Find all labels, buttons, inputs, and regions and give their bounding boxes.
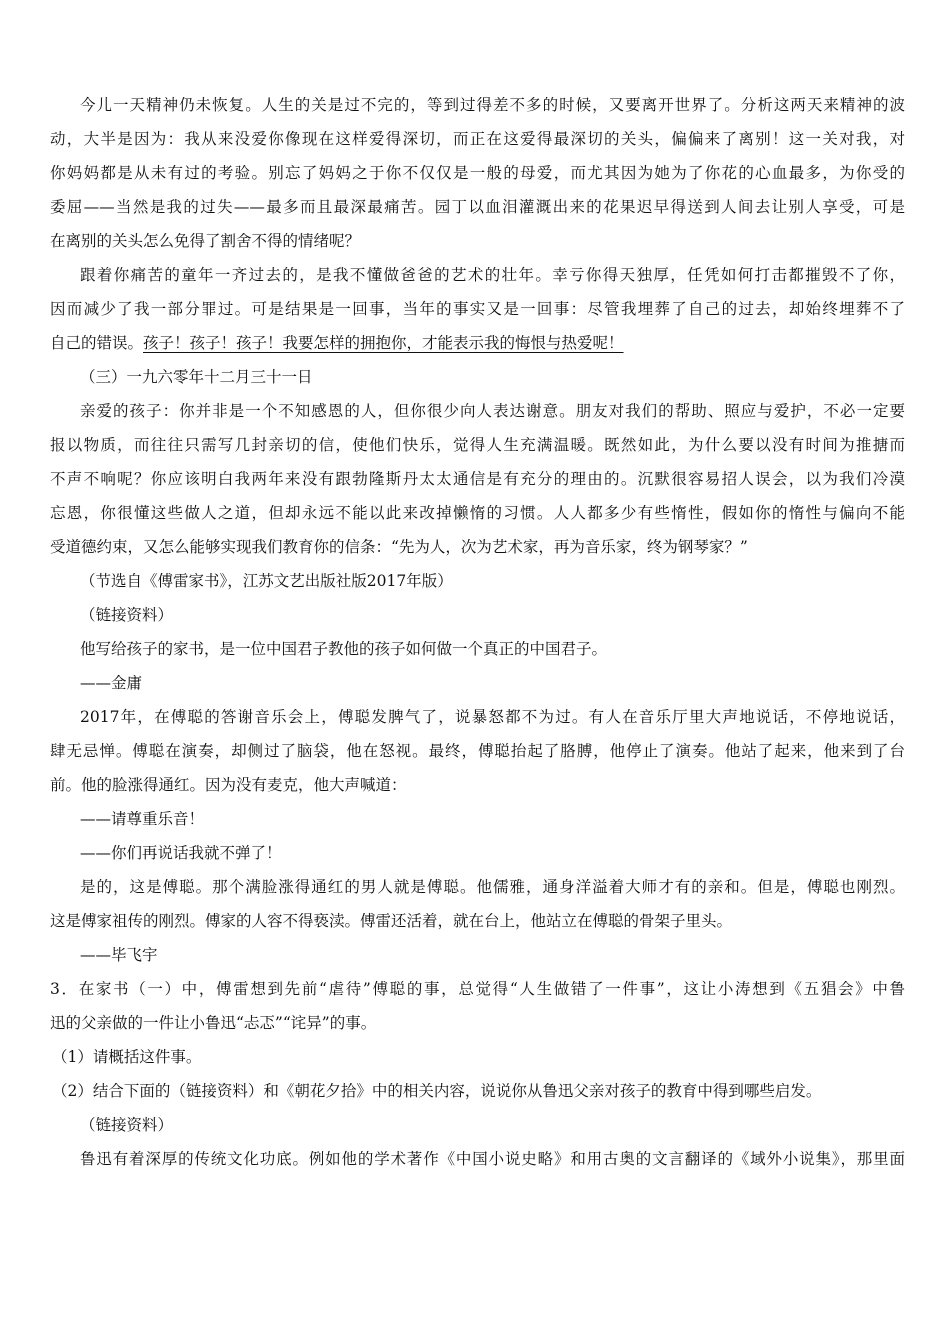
paragraph-line: 委屈——当然是我的过失——最多而且最深最痛苦。园丁以血泪灌溉出来的花果迟早得送到人间去让别人享受，可是 <box>50 198 905 216</box>
link-material-label: （链接资料） <box>80 1116 174 1134</box>
quote-line: ——请尊重乐音！ <box>80 810 205 828</box>
paragraph-line: 跟着你痛苦的童年一齐过去的，是我不懂做爸爸的艺术的壮年。幸亏你得天独厚，任凭如何打击都摧毁不了你， <box>80 266 905 284</box>
paragraph-line: 因而减少了我一部分罪过。可是结果是一回事，当年的事实又是一回事：尽管我埋葬了自己的过去，却始终埋葬不了 <box>50 300 905 318</box>
paragraph-line: 亲爱的孩子：你并非是一个不知感恩的人，但你很少向人表达谢意。朋友对我们的帮助、照应与爱护，不必一定要 <box>80 402 905 420</box>
paragraph-line: 受道德约束，又怎么能够实现我们教育你的信条：“先为人，次为艺术家，再为音乐家，终为钢琴家？” <box>50 538 748 556</box>
quote-line: ——你们再说话我就不弹了！ <box>80 844 282 862</box>
underlined-sentence: 孩子！孩子！孩子！我要怎样的拥抱你，才能表示我的悔恨与热爱呢！ <box>143 334 624 352</box>
link-material-text: 他写给孩子的家书，是一位中国君子教他的孩子如何做一个真正的中国君子。 <box>80 640 608 658</box>
link-material-label: （链接资料） <box>80 606 174 624</box>
source-note: （节选自《傅雷家书》，江苏文艺出版社版2017年版） <box>80 572 453 590</box>
link-material-author: ——金庸 <box>80 674 143 692</box>
paragraph-line: 在离别的关头怎么免得了割舍不得的情绪呢？ <box>50 232 361 250</box>
question-line: 3．在家书（一）中，傅雷想到先前“虐待”傅聪的事，总觉得“人生做错了一件事”，这让小涛想到《五猖会》中鲁 <box>50 980 905 998</box>
question-part: （1）请概括这件事。 <box>52 1048 202 1066</box>
paragraph-line: 报以物质，而往往只需写几封亲切的信，使他们快乐，觉得人生充满温暖。既然如此，为什么要以没有时间为推搪而 <box>50 436 905 454</box>
paragraph-line: 动，大半是因为：我从来没爱你像现在这样爱得深切，而正在这爱得最深切的关头，偏偏来了离别！这一关对我，对 <box>50 130 905 148</box>
paragraph-line: 忘恩，你很懂这些做人之道，但却永远不能以此来改掉懒惰的习惯。人人都多少有些惰性，假如你的惰性与偏向不能 <box>50 504 905 522</box>
question-part: （2）结合下面的（链接资料）和《朝花夕拾》中的相关内容，说说你从鲁迅父亲对孩子的教育中得到哪些启发。 <box>52 1082 822 1100</box>
paragraph-line: 前。他的脸涨得通红。因为没有麦克，他大声喊道： <box>50 776 407 794</box>
paragraph-line: 不声不响呢？你应该明白我两年来没有跟勃隆斯丹太太通信是有充分的理由的。沉默很容易招人误会，以为我们冷漠 <box>50 470 905 488</box>
paragraph-text: 自己的错误。 <box>50 334 144 352</box>
paragraph-line: 鲁迅有着深厚的传统文化功底。例如他的学术著作《中国小说史略》和用古奥的文言翻译的《域外小说集》，那里面 <box>80 1150 905 1168</box>
question-line: 迅的父亲做的一件让小鲁迅“忐忑”“诧异”的事。 <box>50 1014 377 1032</box>
paragraph-line: 肆无忌惮。傅聪在演奏，却侧过了脑袋，他在怒视。最终，傅聪抬起了胳膊，他停止了演奏。他站了起来，他来到了台 <box>50 742 905 760</box>
paragraph-line: 你妈妈都是从未有过的考验。别忘了妈妈之于你不仅仅是一般的母爱，而尤其因为她为了你花的心血最多，为你受的 <box>50 164 905 182</box>
paragraph-line: 这是傅家祖传的刚烈。傅家的人容不得亵渎。傅雷还活着，就在台上，他站立在傅聪的骨架子里头。 <box>50 912 733 930</box>
letter-heading: （三）一九六零年十二月三十一日 <box>80 368 313 386</box>
paragraph-line: 2017年，在傅聪的答谢音乐会上，傅聪发脾气了，说暴怒都不为过。有人在音乐厅里大声地说话，不停地说话， <box>80 708 905 726</box>
paragraph-line <box>50 326 905 360</box>
link-material-author: ——毕飞宇 <box>80 946 158 964</box>
paragraph-line: 是的，这是傅聪。那个满脸涨得通红的男人就是傅聪。他儒雅，通身洋溢着大师才有的亲和。但是，傅聪也刚烈。 <box>80 878 905 896</box>
paragraph-line: 今儿一天精神仍未恢复。人生的关是过不完的，等到过得差不多的时候，又要离开世界了。分析这两天来精神的波 <box>80 96 905 114</box>
